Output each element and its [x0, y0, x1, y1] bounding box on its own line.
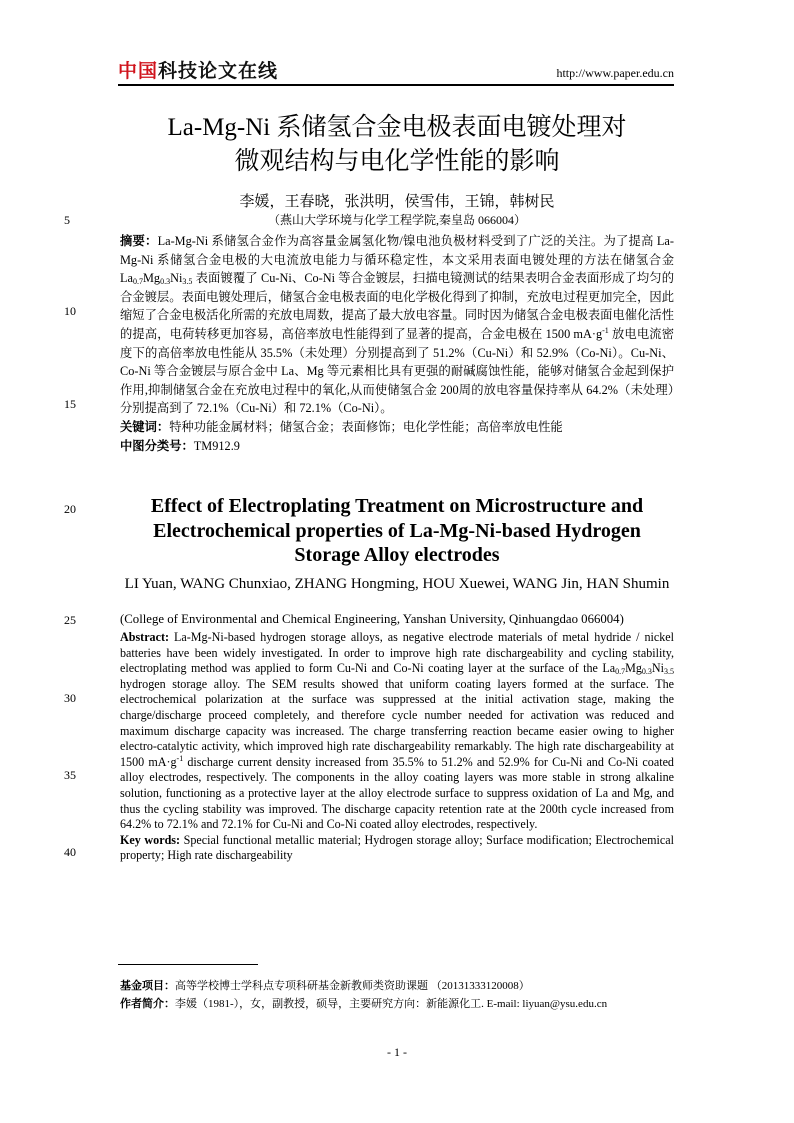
footnote-divider [118, 964, 258, 965]
en-title-line3: Storage Alloy electrodes [294, 544, 500, 566]
cn-title-line2: 微观结构与电化学性能的影响 [234, 148, 560, 175]
en-abstract-label: Abstract: [120, 630, 170, 644]
en-title-line2: Electrochemical properties of La-Mg-Ni-based Hydrogen [153, 519, 641, 542]
cn-title-line1: La-Mg-Ni 系储氢合金电极表面电镀处理对 [167, 114, 627, 141]
en-abstract [120, 630, 674, 864]
cn-affiliation: （燕山大学环境与化学工程学院,秦皇岛 066004） [267, 213, 526, 227]
en-affiliation: (College of Environmental and Chemical Engineering, Yanshan University, Qinhuangdao 066004) [120, 612, 624, 626]
line-number: 35 [64, 768, 76, 782]
cn-keywords-label: 关键词： [120, 419, 170, 434]
footnote-funding: 基金项目：高等学校博士学科点专项科研基金新教师类资助课题 （20131333120008） [120, 979, 530, 992]
cn-authors: 李媛，王春晓，张洪明，侯雪伟，王锦，韩树民 [239, 194, 555, 210]
en-authors: LI Yuan, WANG Chunxiao, ZHANG Hongming, HOU Xuewei, WANG Jin, HAN Shumin [124, 576, 670, 592]
en-abstract-body: Abstract: La-Mg-Ni-based hydrogen storage alloys, as negative electrode materials of metal hydride / nickel batteries have been widely investigated. In order to improve high rate dischargeability and cycling stability, electroplating method was applied to form Cu-Ni and Co-Ni coating layer at the surface of the $La_{0.7}Mg_{0.3}Ni_{3.5}$ hydrogen storage alloy. The SEM results showed that uniform coating layers formed at the surface. The electrochemical polarization at the surface was suppressed at the initial activation stage, making the charge/discharge proceed completely, and therefore cycle number needed for activation was reduced and maximum discharge capacity was increased. The charge transferring reaction became easier owing to higher electro-catalytic activity, which improved high rate dischargeability remarkably. The high rate dischargeability at 1500 $mA\cdot g^{-1}$ discharge current density increased from 35.5% to 51.2% and 52.9% for Cu-Ni and Co-Ni coated alloy electrodes, respectively. The components in the alloy coating layers was more stable in strong alkaline solution, functioning as a protective layer at the alloy electrode surface to suppress oxidation of La and Mg, and thus the cycling stability was improved. The discharge capacity retention rate at the 200th cycle increased from 64.2% to 72.1% and 72.1% for Cu-Ni and Co-Ni coated alloy electrodes, respectively. [120, 630, 674, 832]
logo-part-black: 科技论文在线 [158, 60, 279, 82]
cn-abstract [120, 232, 674, 455]
cn-abstract-label: 摘要： [120, 234, 158, 248]
en-title [120, 494, 674, 568]
header-url: http://www.paper.edu.cn [556, 66, 674, 80]
line-number: 10 [64, 304, 76, 318]
page-number: - 1 - [387, 1045, 407, 1059]
cn-class-label: 中图分类号： [120, 438, 194, 453]
en-keywords: Key words: Special functional metallic material; Hydrogen storage alloy; Surface modification; Electrochemical property; High rate dischargeability [120, 832, 674, 863]
page-header [118, 58, 674, 84]
cn-classification: 中图分类号：TM912.9 [120, 438, 240, 453]
line-number: 15 [64, 397, 76, 411]
cn-keywords: 关键词：特种功能金属材料；储氢合金；表面修饰；电化学性能；高倍率放电性能 [120, 419, 563, 434]
en-title-line1: Effect of Electroplating Treatment on Microstructure and [150, 495, 644, 517]
line-number: 30 [64, 691, 76, 705]
line-number: 20 [64, 502, 76, 516]
line-number: 5 [64, 213, 70, 227]
line-number: 40 [64, 845, 76, 859]
header-rule [118, 84, 674, 86]
logo-part-red: 中国 [118, 60, 159, 82]
cn-abstract-body: 摘要：La-Mg-Ni 系储氢合金作为高容量金属氢化物/镍电池负极材料受到了广泛的关注。为了提高 La-Mg-Ni 系储氢合金电极的大电流放电能力与循环稳定性，本文采用表面电镀处理的方法在储氢合金 $La_{0.7}Mg_{0.3}Ni_{3.5}$ 表面镀覆了 Cu-Ni、Co-Ni 等合金镀层，扫描电镜测试的结果表明合金表面形成了均匀的合金镀层。表面电镀处理后，储氢合金电极表面的电化学极化得到了抑制，充放电过程更加完全，因此缩短了合金电极活化所需的充放电周数，提高了最大放电容量。同时因为储氢合金电极表面电催化活性的提高，电荷转移更加容易，高倍率放电性能得到了显著的提高，合金电极在 1500 $mA\cdot g^{-1}$ 放电电流密度下的高倍率放电性能从 35.5%（未处理）分别提高到了 51.2%（Cu-Ni）和 52.9%（Co-Ni）。Cu-Ni、Co-Ni 等合金镀层与原合金中 La、Mg 等元素相比具有更强的耐碱腐蚀性能，能够对储氢合金起到保护作用,抑制储氢合金在充放电过程中的氧化,从而使储氢合金 200周的放电容量保持率从 64.2%（未处理）分别提高到了 72.1%（Cu-Ni）和 72.1%（Co-Ni）。 [120, 234, 674, 416]
journal-logo [118, 58, 278, 84]
footnote-author: 作者简介：李媛（1981-），女，副教授，硕导，主要研究方向：新能源化工. E-mail: liyuan@ysu.edu.cn [120, 997, 608, 1010]
line-number: 25 [64, 613, 76, 627]
en-keywords-label: Key words: [120, 832, 181, 847]
